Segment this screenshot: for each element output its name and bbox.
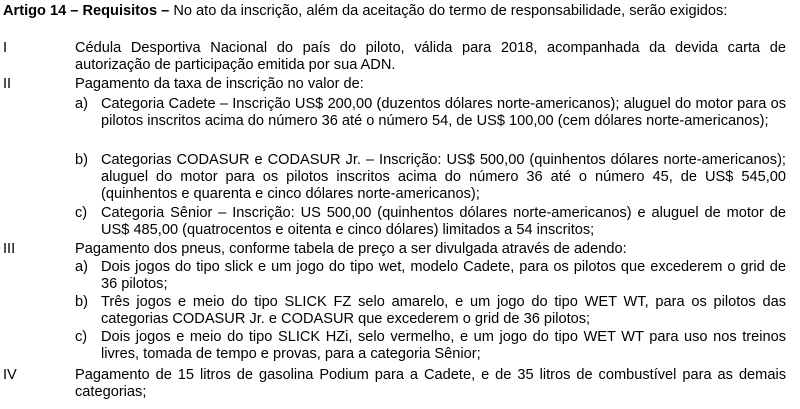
item-text-ii: Pagamento da taxa de inscrição no valor de: xyxy=(75,76,364,92)
subitem-letter-iii-b: b) xyxy=(75,294,88,310)
item-text-iv: Pagamento de 15 litros de gasolina Podium para a Cadete, e de 35 litros de combustível para as demais categorias; xyxy=(75,367,786,400)
subitem-letter-ii-a: a) xyxy=(75,96,88,112)
item-text-iii: Pagamento dos pneus, conforme tabela de preço a ser divulgada através de adendo: xyxy=(75,241,627,257)
item-numeral-i: I xyxy=(3,40,8,56)
article-intro-text: No ato da inscrição, além da aceitação do termo de responsabilidade, serão exigidos: xyxy=(173,3,728,19)
article-separator: – xyxy=(157,3,174,19)
subitem-text-iii-c: Dois jogos e meio do tipo SLICK HZi, selo vermelho, e um jogo do tipo WET WT para uso nos treinos livres, tomada de tempo e provas, para a categoria Sênior; xyxy=(101,329,786,362)
item-numeral-iii: III xyxy=(3,241,16,257)
subitem-text-ii-c: Categoria Sênior – Inscrição: US 500,00 (quinhentos dólares norte-americanos) e aluguel de motor de US$ 485,00 (quatrocentos e oitenta e cinco dólares) limitados a 54 inscritos; xyxy=(101,205,786,238)
subitem-letter-ii-c: c) xyxy=(75,205,88,221)
item-numeral-iv: IV xyxy=(3,367,17,383)
article-heading: Artigo 14 – Requisitos xyxy=(3,3,158,19)
subitem-letter-iii-a: a) xyxy=(75,259,88,275)
subitem-letter-iii-c: c) xyxy=(75,329,88,345)
subitem-text-ii-b: Categorias CODASUR e CODASUR Jr. – Inscrição: US$ 500,00 (quinhentos dólares norte-americanos); aluguel do motor para os pilotos inscritos acima do número 36 até o número 45, de US$ 545,00 (quinhentos e quarenta e cinco dólares norte-americanos); xyxy=(101,152,786,202)
subitem-text-iii-b: Três jogos e meio do tipo SLICK FZ selo amarelo, e um jogo do tipo WET WT, para os pilotos das categorias CODASUR Jr. e CODASUR que excederem o grid de 36 pilotos; xyxy=(101,294,786,327)
item-text-i: Cédula Desportiva Nacional do país do piloto, válida para 2018, acompanhada da devida carta de autorização de participação emitida por sua ADN. xyxy=(75,40,786,73)
subitem-text-iii-a: Dois jogos do tipo slick e um jogo do tipo wet, modelo Cadete, para os pilotos que excederem o grid de 36 pilotos; xyxy=(101,259,786,292)
subitem-text-ii-a: Categoria Cadete – Inscrição US$ 200,00 (duzentos dólares norte-americanos); aluguel do motor para os pilotos inscritos acima do número 36 até o número 54, de US$ 100,00 (cem dólares norte-americanos); xyxy=(101,96,786,129)
item-numeral-ii: II xyxy=(3,76,12,92)
subitem-letter-ii-b: b) xyxy=(75,152,88,168)
article-intro xyxy=(3,3,786,20)
